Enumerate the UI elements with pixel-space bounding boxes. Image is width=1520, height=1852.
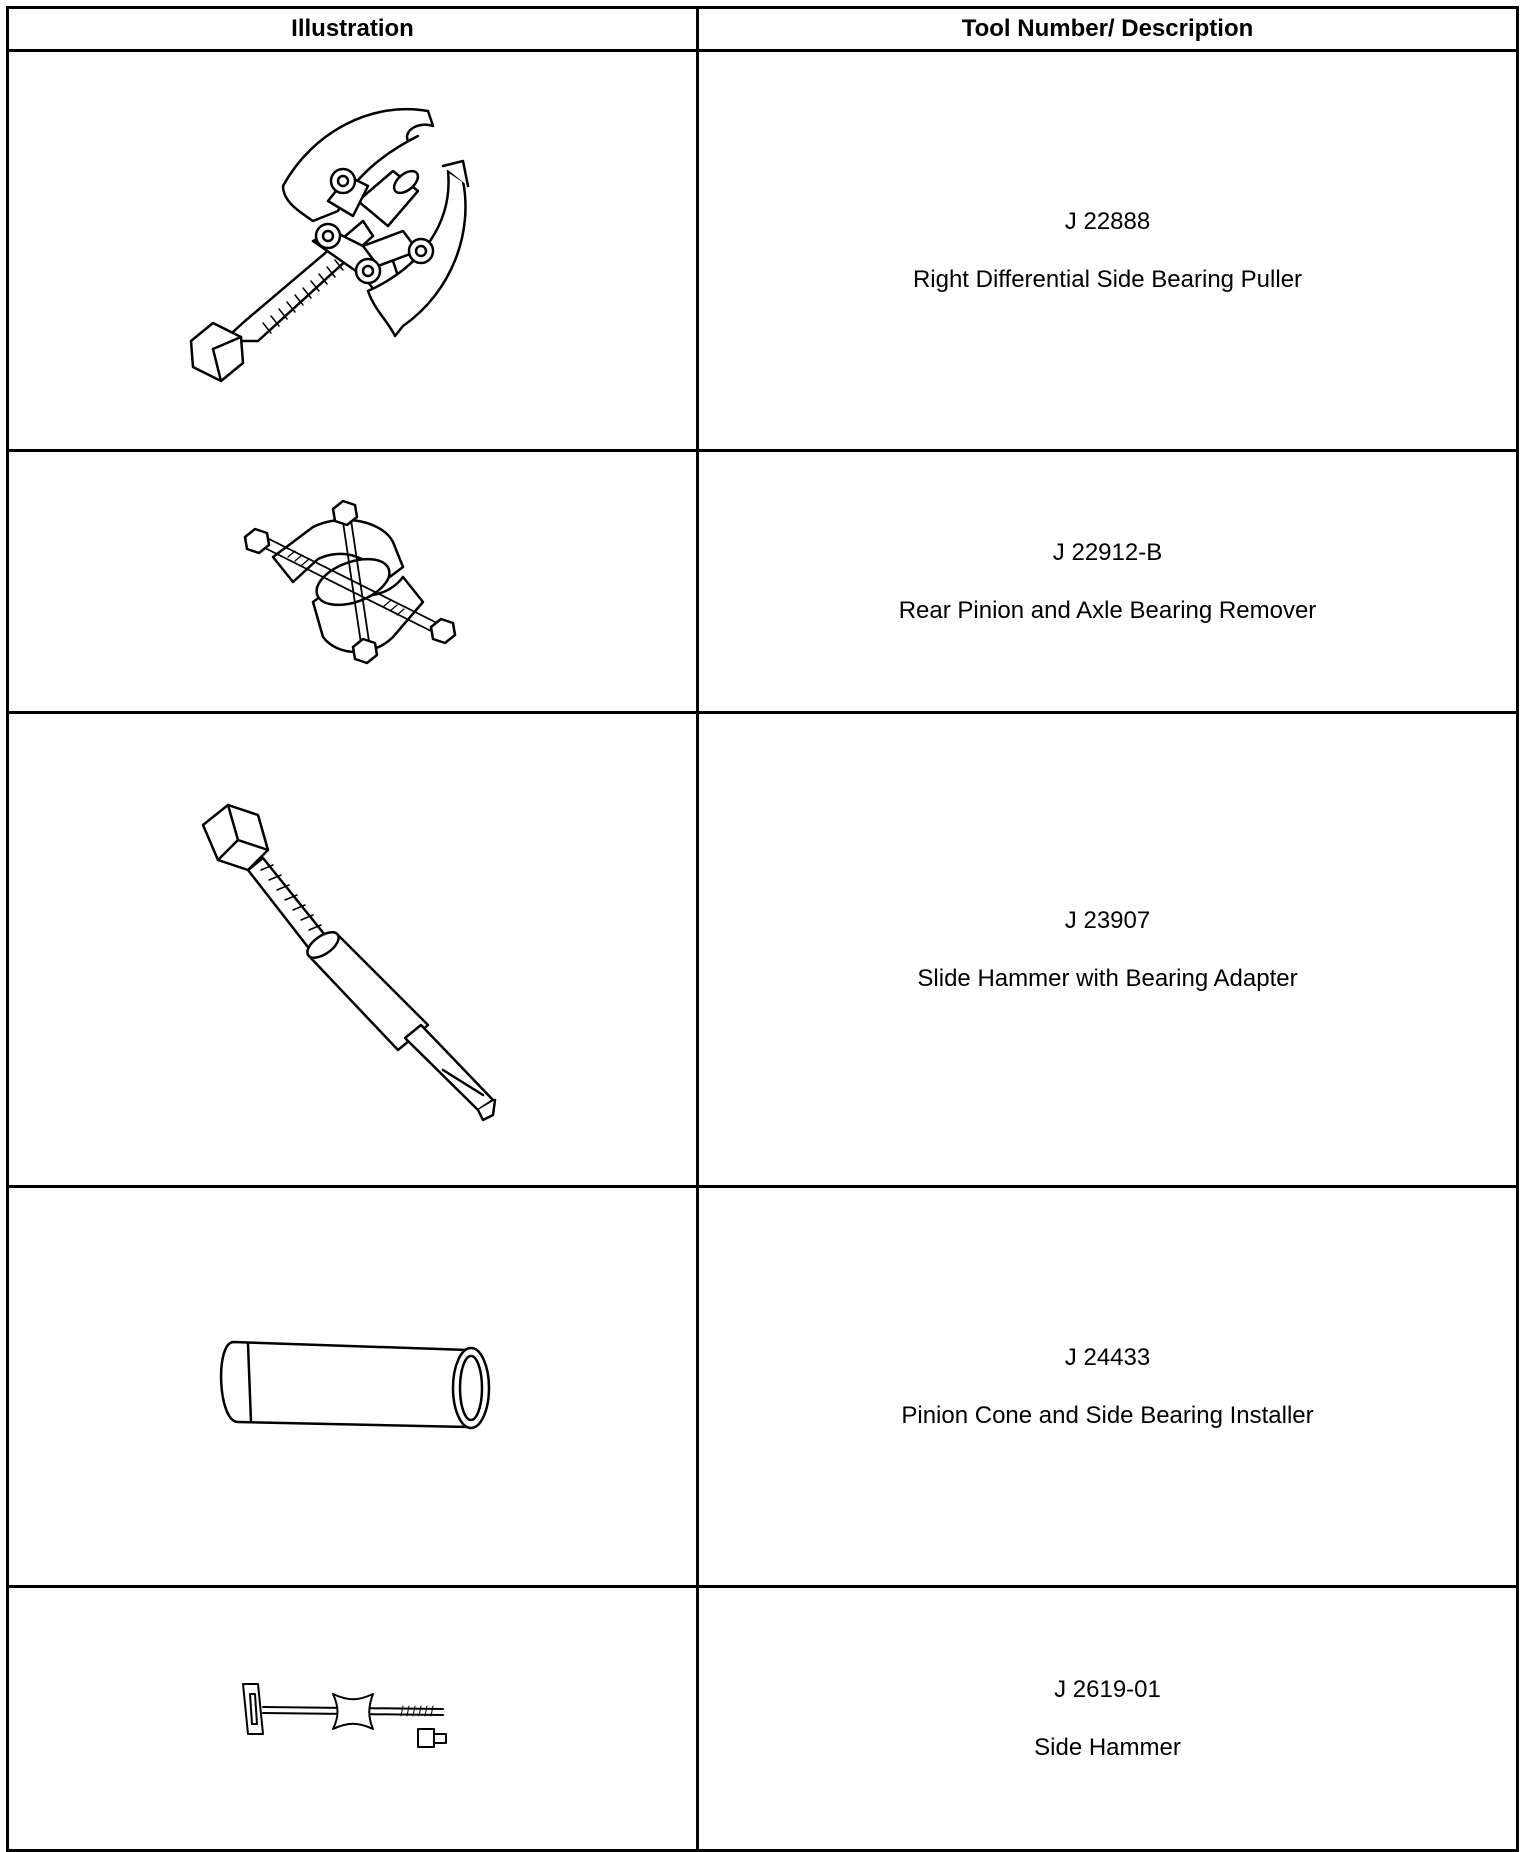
special-tools-table [6,6,1519,1852]
tool-description-cell [698,451,1518,713]
table-row [8,451,1518,713]
table-header-row [8,8,1518,51]
table-row [8,1587,1518,1851]
bearing-separator-icon [233,487,473,677]
table-row [8,1187,1518,1587]
tool-description-cell [698,1187,1518,1587]
tool-description-cell [698,713,1518,1187]
tool-description: Pinion Cone and Side Bearing Installer [901,1401,1314,1429]
tool-description: Right Differential Side Bearing Puller [912,265,1303,293]
side-hammer-icon [233,1679,473,1759]
illustration-cell [8,1187,698,1587]
illustration-cell [8,1587,698,1851]
tool-number: J 23907 [1064,906,1151,934]
slide-hammer-adapter-icon [183,770,523,1130]
tool-number: J 22912-B [1052,538,1163,566]
tool-number: J 22888 [1064,207,1151,235]
tool-description-cell [698,51,1518,451]
tool-number: J 24433 [1064,1343,1151,1371]
illustration-cell [8,451,698,713]
tool-description: Slide Hammer with Bearing Adapter [917,964,1298,992]
bearing-puller-icon [163,91,543,411]
tool-number: J 2619-01 [1054,1675,1161,1703]
table-row [8,51,1518,451]
header-illustration: Illustration [8,8,698,51]
installer-tube-icon [203,1332,503,1442]
illustration-cell [8,51,698,451]
tool-description-cell [698,1587,1518,1851]
illustration-cell [8,713,698,1187]
table-row [8,713,1518,1187]
tool-description: Rear Pinion and Axle Bearing Remover [898,596,1317,624]
header-tool-description: Tool Number/ Description [698,8,1518,51]
tool-description: Side Hammer [1034,1733,1181,1761]
